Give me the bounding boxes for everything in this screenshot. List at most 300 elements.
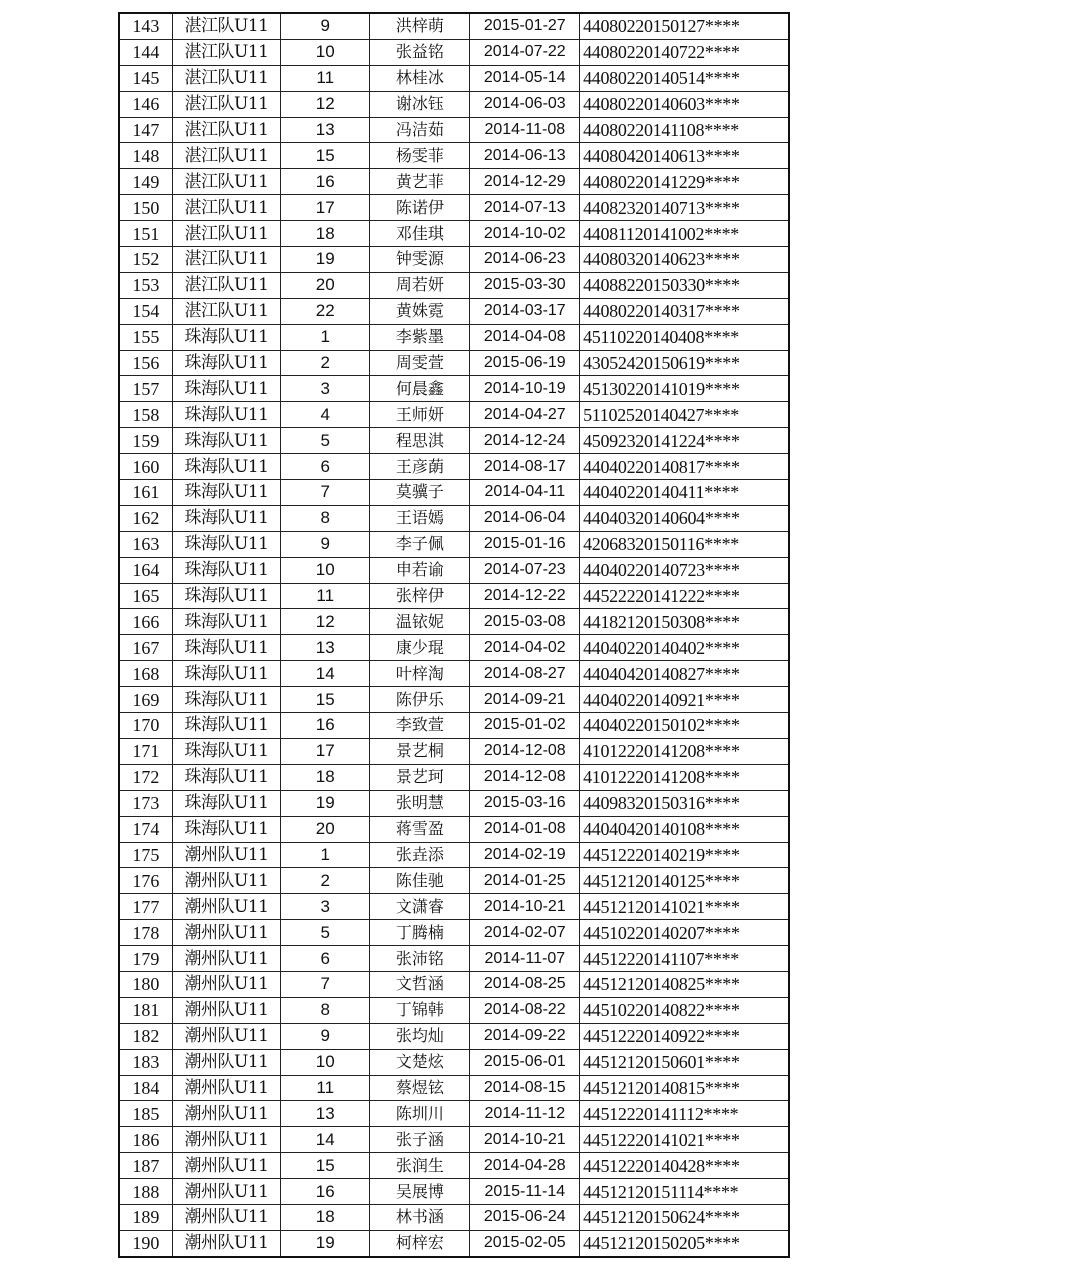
team-name: 湛江队U11 (172, 91, 281, 117)
jersey-number: 10 (281, 1049, 370, 1075)
jersey-number: 19 (281, 247, 370, 273)
birth-date: 2014-08-27 (470, 661, 580, 687)
player-name: 陈诺伊 (370, 195, 470, 221)
birth-date: 2014-10-02 (470, 221, 580, 247)
jersey-number: 3 (281, 376, 370, 402)
id-number: 43052420150619**** (580, 350, 789, 376)
id-number: 44080220140514**** (580, 65, 789, 91)
id-number: 44080220140722**** (580, 39, 789, 65)
id-number: 44082320140713**** (580, 195, 789, 221)
birth-date: 2015-11-14 (470, 1179, 580, 1205)
birth-date: 2014-11-08 (470, 117, 580, 143)
table-row (119, 946, 789, 972)
row-number: 188 (119, 1179, 172, 1205)
jersey-number: 16 (281, 169, 370, 195)
birth-date: 2014-12-08 (470, 738, 580, 764)
id-number: 44040320140604**** (580, 505, 789, 531)
jersey-number: 4 (281, 402, 370, 428)
row-number: 168 (119, 661, 172, 687)
row-number: 176 (119, 868, 172, 894)
player-name: 丁腾楠 (370, 920, 470, 946)
player-name: 谢冰钰 (370, 91, 470, 117)
jersey-number: 6 (281, 946, 370, 972)
row-number: 181 (119, 997, 172, 1023)
player-name: 何晨鑫 (370, 376, 470, 402)
row-number: 164 (119, 557, 172, 583)
birth-date: 2015-01-16 (470, 531, 580, 557)
birth-date: 2015-06-19 (470, 350, 580, 376)
team-name: 潮州队U11 (172, 920, 281, 946)
player-name: 文楚炫 (370, 1049, 470, 1075)
row-number: 180 (119, 971, 172, 997)
table-row (119, 195, 789, 221)
table-row (119, 842, 789, 868)
jersey-number: 19 (281, 790, 370, 816)
player-name: 杨雯菲 (370, 143, 470, 169)
jersey-number: 5 (281, 428, 370, 454)
player-name: 吴展博 (370, 1179, 470, 1205)
team-name: 潮州队U11 (172, 1075, 281, 1101)
row-number: 170 (119, 713, 172, 739)
id-number: 44040220140723**** (580, 557, 789, 583)
id-number: 44512220141112**** (580, 1101, 789, 1127)
team-name: 湛江队U11 (172, 65, 281, 91)
table-row (119, 143, 789, 169)
id-number: 44512120141021**** (580, 894, 789, 920)
team-name: 湛江队U11 (172, 169, 281, 195)
id-number: 44512220140922**** (580, 1023, 789, 1049)
jersey-number: 11 (281, 1075, 370, 1101)
birth-date: 2014-04-11 (470, 480, 580, 506)
birth-date: 2014-10-19 (470, 376, 580, 402)
team-name: 潮州队U11 (172, 971, 281, 997)
player-name: 李子佩 (370, 531, 470, 557)
row-number: 158 (119, 402, 172, 428)
player-name: 文潇睿 (370, 894, 470, 920)
table-row (119, 816, 789, 842)
player-name: 蔡煜铉 (370, 1075, 470, 1101)
table-row (119, 920, 789, 946)
row-number: 175 (119, 842, 172, 868)
table-row (119, 272, 789, 298)
row-number: 160 (119, 454, 172, 480)
row-number: 146 (119, 91, 172, 117)
birth-date: 2015-06-24 (470, 1204, 580, 1230)
row-number: 147 (119, 117, 172, 143)
table-row (119, 1101, 789, 1127)
birth-date: 2014-07-22 (470, 39, 580, 65)
jersey-number: 11 (281, 65, 370, 91)
team-name: 潮州队U11 (172, 1023, 281, 1049)
row-number: 161 (119, 480, 172, 506)
player-name: 温铱妮 (370, 609, 470, 635)
team-name: 潮州队U11 (172, 1179, 281, 1205)
row-number: 143 (119, 13, 172, 39)
id-number: 44512220140428**** (580, 1153, 789, 1179)
id-number: 44512120151114**** (580, 1179, 789, 1205)
team-name: 潮州队U11 (172, 997, 281, 1023)
birth-date: 2014-06-04 (470, 505, 580, 531)
birth-date: 2015-06-01 (470, 1049, 580, 1075)
birth-date: 2014-01-25 (470, 868, 580, 894)
birth-date: 2014-09-21 (470, 687, 580, 713)
jersey-number: 2 (281, 868, 370, 894)
jersey-number: 13 (281, 117, 370, 143)
table-row (119, 1179, 789, 1205)
id-number: 44040420140827**** (580, 661, 789, 687)
player-name: 张益铭 (370, 39, 470, 65)
table-row (119, 738, 789, 764)
jersey-number: 10 (281, 39, 370, 65)
birth-date: 2014-02-19 (470, 842, 580, 868)
team-name: 潮州队U11 (172, 946, 281, 972)
id-number: 44080420140613**** (580, 143, 789, 169)
jersey-number: 14 (281, 1127, 370, 1153)
row-number: 169 (119, 687, 172, 713)
birth-date: 2014-04-28 (470, 1153, 580, 1179)
birth-date: 2014-06-23 (470, 247, 580, 273)
table-row (119, 557, 789, 583)
table-row (119, 298, 789, 324)
team-name: 珠海队U11 (172, 713, 281, 739)
team-name: 珠海队U11 (172, 480, 281, 506)
table-row (119, 868, 789, 894)
team-name: 珠海队U11 (172, 583, 281, 609)
row-number: 149 (119, 169, 172, 195)
jersey-number: 13 (281, 1101, 370, 1127)
row-number: 182 (119, 1023, 172, 1049)
birth-date: 2014-07-23 (470, 557, 580, 583)
player-name: 莫骥子 (370, 480, 470, 506)
id-number: 44080220140317**** (580, 298, 789, 324)
player-name: 黄艺菲 (370, 169, 470, 195)
jersey-number: 12 (281, 609, 370, 635)
player-name: 张明慧 (370, 790, 470, 816)
player-name: 景艺桐 (370, 738, 470, 764)
player-name: 李紫墨 (370, 324, 470, 350)
team-name: 潮州队U11 (172, 1049, 281, 1075)
player-name: 叶梓淘 (370, 661, 470, 687)
row-number: 171 (119, 738, 172, 764)
birth-date: 2014-04-02 (470, 635, 580, 661)
table-row (119, 221, 789, 247)
jersey-number: 7 (281, 971, 370, 997)
birth-date: 2014-12-29 (470, 169, 580, 195)
id-number: 44080320140623**** (580, 247, 789, 273)
table-row (119, 402, 789, 428)
row-number: 179 (119, 946, 172, 972)
table-row (119, 790, 789, 816)
team-name: 珠海队U11 (172, 428, 281, 454)
team-name: 潮州队U11 (172, 1127, 281, 1153)
id-number: 44080220140603**** (580, 91, 789, 117)
row-number: 187 (119, 1153, 172, 1179)
table-row (119, 247, 789, 273)
table-row (119, 117, 789, 143)
team-name: 珠海队U11 (172, 376, 281, 402)
table-row (119, 376, 789, 402)
birth-date: 2015-03-16 (470, 790, 580, 816)
birth-date: 2014-06-03 (470, 91, 580, 117)
team-name: 珠海队U11 (172, 687, 281, 713)
jersey-number: 15 (281, 143, 370, 169)
team-name: 珠海队U11 (172, 531, 281, 557)
player-name: 黄姝霓 (370, 298, 470, 324)
team-name: 珠海队U11 (172, 505, 281, 531)
table-row (119, 1230, 789, 1256)
table-row (119, 971, 789, 997)
birth-date: 2015-01-02 (470, 713, 580, 739)
player-name: 张垚添 (370, 842, 470, 868)
roster-table (118, 12, 790, 1258)
jersey-number: 18 (281, 1204, 370, 1230)
birth-date: 2014-08-17 (470, 454, 580, 480)
jersey-number: 3 (281, 894, 370, 920)
birth-date: 2015-03-08 (470, 609, 580, 635)
team-name: 湛江队U11 (172, 272, 281, 298)
birth-date: 2014-05-14 (470, 65, 580, 91)
row-number: 174 (119, 816, 172, 842)
id-number: 44510220140207**** (580, 920, 789, 946)
id-number: 44182120150308**** (580, 609, 789, 635)
team-name: 潮州队U11 (172, 1230, 281, 1256)
jersey-number: 16 (281, 1179, 370, 1205)
player-name: 张沛铭 (370, 946, 470, 972)
table-row (119, 713, 789, 739)
id-number: 44080220141229**** (580, 169, 789, 195)
team-name: 珠海队U11 (172, 661, 281, 687)
team-name: 潮州队U11 (172, 1153, 281, 1179)
table-row (119, 583, 789, 609)
jersey-number: 6 (281, 454, 370, 480)
table-row (119, 764, 789, 790)
table-row (119, 428, 789, 454)
jersey-number: 17 (281, 195, 370, 221)
player-name: 柯梓宏 (370, 1230, 470, 1256)
row-number: 144 (119, 39, 172, 65)
id-number: 51102520140427**** (580, 402, 789, 428)
birth-date: 2014-08-15 (470, 1075, 580, 1101)
player-name: 洪梓萌 (370, 13, 470, 39)
team-name: 潮州队U11 (172, 1204, 281, 1230)
player-name: 景艺珂 (370, 764, 470, 790)
team-name: 湛江队U11 (172, 117, 281, 143)
player-name: 张梓伊 (370, 583, 470, 609)
player-name: 李致萱 (370, 713, 470, 739)
player-name: 蒋雪盈 (370, 816, 470, 842)
birth-date: 2015-01-27 (470, 13, 580, 39)
player-name: 张子涵 (370, 1127, 470, 1153)
row-number: 157 (119, 376, 172, 402)
player-name: 周若妍 (370, 272, 470, 298)
jersey-number: 15 (281, 1153, 370, 1179)
jersey-number: 9 (281, 13, 370, 39)
birth-date: 2014-06-13 (470, 143, 580, 169)
table-row (119, 454, 789, 480)
player-name: 张均灿 (370, 1023, 470, 1049)
birth-date: 2014-08-25 (470, 971, 580, 997)
id-number: 44080220150127**** (580, 13, 789, 39)
team-name: 珠海队U11 (172, 609, 281, 635)
id-number: 44512220141107**** (580, 946, 789, 972)
team-name: 珠海队U11 (172, 454, 281, 480)
id-number: 44040420140108**** (580, 816, 789, 842)
table-row (119, 505, 789, 531)
birth-date: 2014-08-22 (470, 997, 580, 1023)
id-number: 44098320150316**** (580, 790, 789, 816)
birth-date: 2014-11-12 (470, 1101, 580, 1127)
table-row (119, 531, 789, 557)
player-name: 林桂冰 (370, 65, 470, 91)
player-name: 陈佳驰 (370, 868, 470, 894)
player-name: 文哲涵 (370, 971, 470, 997)
team-name: 珠海队U11 (172, 557, 281, 583)
id-number: 44040220140921**** (580, 687, 789, 713)
row-number: 178 (119, 920, 172, 946)
row-number: 152 (119, 247, 172, 273)
jersey-number: 8 (281, 505, 370, 531)
row-number: 156 (119, 350, 172, 376)
team-name: 珠海队U11 (172, 816, 281, 842)
id-number: 45092320141224**** (580, 428, 789, 454)
row-number: 151 (119, 221, 172, 247)
row-number: 173 (119, 790, 172, 816)
table-row (119, 1049, 789, 1075)
id-number: 44040220140411**** (580, 480, 789, 506)
id-number: 44522220141222**** (580, 583, 789, 609)
table-row (119, 609, 789, 635)
jersey-number: 16 (281, 713, 370, 739)
jersey-number: 12 (281, 91, 370, 117)
row-number: 153 (119, 272, 172, 298)
jersey-number: 11 (281, 583, 370, 609)
birth-date: 2015-03-30 (470, 272, 580, 298)
player-name: 张润生 (370, 1153, 470, 1179)
jersey-number: 17 (281, 738, 370, 764)
table-row (119, 1153, 789, 1179)
table-row (119, 65, 789, 91)
row-number: 159 (119, 428, 172, 454)
id-number: 44512220140219**** (580, 842, 789, 868)
table-row (119, 635, 789, 661)
team-name: 潮州队U11 (172, 1101, 281, 1127)
team-name: 珠海队U11 (172, 635, 281, 661)
table-row (119, 1127, 789, 1153)
jersey-number: 19 (281, 1230, 370, 1256)
team-name: 珠海队U11 (172, 764, 281, 790)
team-name: 湛江队U11 (172, 298, 281, 324)
team-name: 湛江队U11 (172, 195, 281, 221)
player-name: 钟雯源 (370, 247, 470, 273)
player-name: 林书涵 (370, 1204, 470, 1230)
player-name: 程思淇 (370, 428, 470, 454)
birth-date: 2014-12-22 (470, 583, 580, 609)
team-name: 湛江队U11 (172, 143, 281, 169)
player-name: 申若谕 (370, 557, 470, 583)
player-name: 王师妍 (370, 402, 470, 428)
id-number: 45110220140408**** (580, 324, 789, 350)
jersey-number: 13 (281, 635, 370, 661)
id-number: 44512120150601**** (580, 1049, 789, 1075)
birth-date: 2014-04-08 (470, 324, 580, 350)
birth-date: 2014-04-27 (470, 402, 580, 428)
jersey-number: 10 (281, 557, 370, 583)
team-name: 潮州队U11 (172, 894, 281, 920)
id-number: 44512120150205**** (580, 1230, 789, 1256)
birth-date: 2014-12-08 (470, 764, 580, 790)
id-number: 44512120150624**** (580, 1204, 789, 1230)
id-number: 44512220141021**** (580, 1127, 789, 1153)
jersey-number: 9 (281, 531, 370, 557)
roster-body (119, 13, 789, 1257)
row-number: 167 (119, 635, 172, 661)
jersey-number: 15 (281, 687, 370, 713)
id-number: 41012220141208**** (580, 738, 789, 764)
jersey-number: 9 (281, 1023, 370, 1049)
jersey-number: 18 (281, 764, 370, 790)
row-number: 154 (119, 298, 172, 324)
id-number: 44040220140817**** (580, 454, 789, 480)
birth-date: 2014-03-17 (470, 298, 580, 324)
player-name: 王语嫣 (370, 505, 470, 531)
table-row (119, 324, 789, 350)
table-row (119, 894, 789, 920)
row-number: 165 (119, 583, 172, 609)
id-number: 44081120141002**** (580, 221, 789, 247)
id-number: 44088220150330**** (580, 272, 789, 298)
table-row (119, 169, 789, 195)
team-name: 湛江队U11 (172, 39, 281, 65)
birth-date: 2014-12-24 (470, 428, 580, 454)
team-name: 珠海队U11 (172, 402, 281, 428)
table-row (119, 1023, 789, 1049)
player-name: 陈伊乐 (370, 687, 470, 713)
row-number: 155 (119, 324, 172, 350)
team-name: 珠海队U11 (172, 790, 281, 816)
row-number: 189 (119, 1204, 172, 1230)
team-name: 珠海队U11 (172, 350, 281, 376)
id-number: 44040220140402**** (580, 635, 789, 661)
row-number: 177 (119, 894, 172, 920)
jersey-number: 22 (281, 298, 370, 324)
birth-date: 2014-01-08 (470, 816, 580, 842)
jersey-number: 1 (281, 842, 370, 868)
row-number: 145 (119, 65, 172, 91)
jersey-number: 18 (281, 221, 370, 247)
player-name: 陈圳川 (370, 1101, 470, 1127)
team-name: 珠海队U11 (172, 324, 281, 350)
team-name: 湛江队U11 (172, 221, 281, 247)
player-name: 周雯萱 (370, 350, 470, 376)
player-name: 丁锦韩 (370, 997, 470, 1023)
id-number: 42068320150116**** (580, 531, 789, 557)
id-number: 44040220150102**** (580, 713, 789, 739)
team-name: 珠海队U11 (172, 738, 281, 764)
team-name: 潮州队U11 (172, 842, 281, 868)
birth-date: 2014-09-22 (470, 1023, 580, 1049)
table-row (119, 687, 789, 713)
birth-date: 2014-10-21 (470, 1127, 580, 1153)
table-row (119, 1075, 789, 1101)
birth-date: 2014-07-13 (470, 195, 580, 221)
player-name: 康少琨 (370, 635, 470, 661)
jersey-number: 14 (281, 661, 370, 687)
jersey-number: 20 (281, 272, 370, 298)
id-number: 44510220140822**** (580, 997, 789, 1023)
team-name: 湛江队U11 (172, 13, 281, 39)
id-number: 44080220141108**** (580, 117, 789, 143)
table-row (119, 91, 789, 117)
